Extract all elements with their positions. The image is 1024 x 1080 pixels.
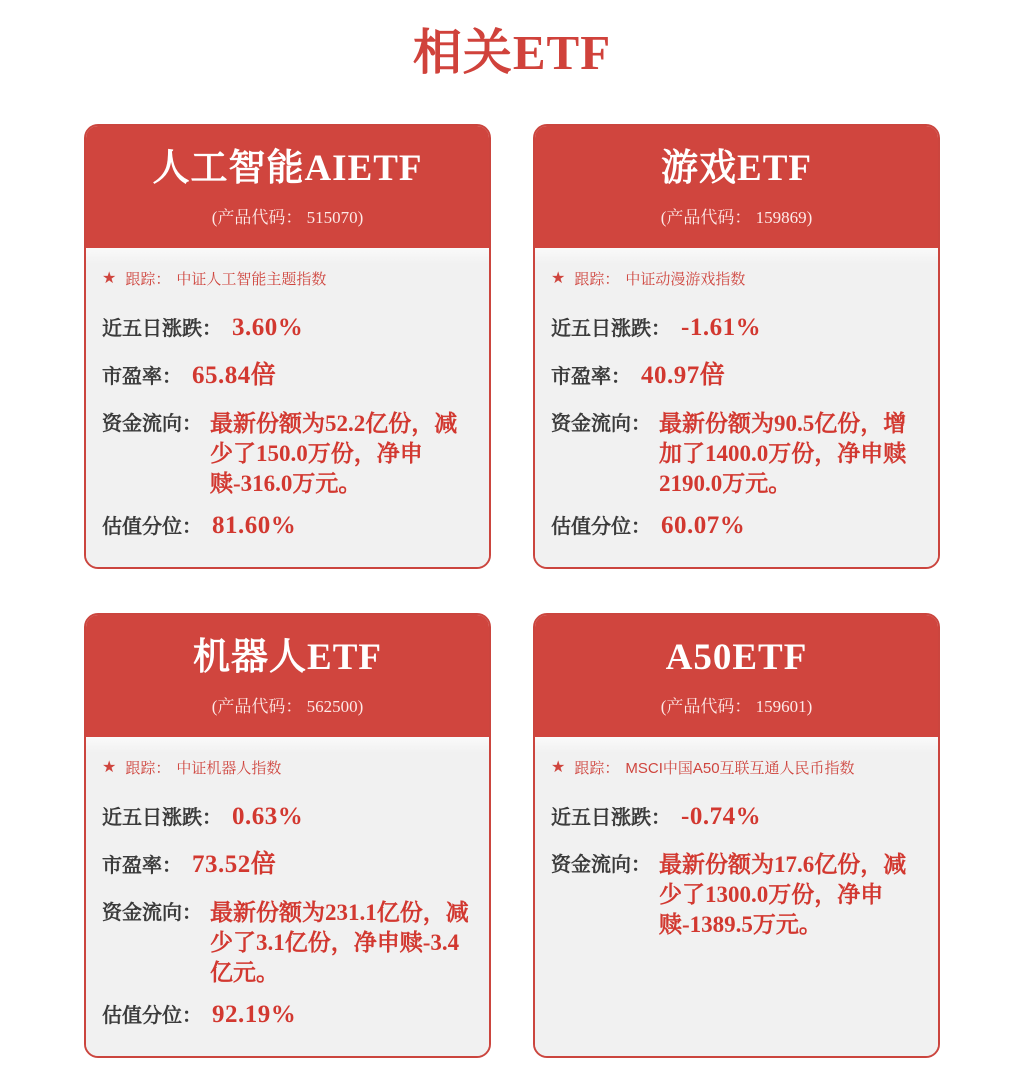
metric-value: 0.63% [232, 803, 304, 830]
etf-card-body [86, 737, 489, 1056]
track-label: 跟踪： [125, 760, 171, 777]
metric-row-five-day-change [551, 802, 922, 833]
metric-label: 资金流向： [551, 854, 651, 876]
metric-row-fund-flow [551, 850, 922, 940]
metric-label: 估值分位： [102, 1005, 202, 1027]
metric-row-valuation-percentile [102, 511, 473, 542]
star-icon: ★ [102, 269, 117, 287]
track-row [551, 268, 922, 289]
etf-product-code: (产品代码： 159869) [660, 208, 813, 227]
track-row [551, 757, 922, 778]
metric-row-valuation-percentile [551, 511, 922, 542]
etf-card-header [86, 126, 489, 248]
etf-card [84, 124, 491, 569]
metric-value: 最新份额为90.5亿份，增加了1400.0万份，净申赎2190.0万元。 [659, 411, 907, 496]
star-icon: ★ [102, 758, 117, 776]
metric-row-pe-ratio [102, 850, 473, 881]
tracked-index-name: 中证机器人指数 [176, 760, 282, 777]
metric-label: 近五日涨跌： [551, 318, 671, 340]
metric-value: 最新份额为231.1亿份，减少了3.1亿份，净申赎-3.4亿元。 [210, 900, 469, 985]
metric-label: 近五日涨跌： [102, 807, 222, 829]
etf-card-title: A50ETF [665, 637, 808, 678]
metric-label: 资金流向： [551, 413, 651, 435]
track-row [102, 268, 473, 289]
metric-label: 资金流向： [102, 413, 202, 435]
track-row [102, 757, 473, 778]
etf-product-code: (产品代码： 159601) [660, 697, 813, 716]
metric-value: 73.52倍 [192, 851, 277, 878]
etf-card-body [86, 248, 489, 567]
metric-row-pe-ratio [551, 361, 922, 392]
metric-label: 近五日涨跌： [551, 807, 671, 829]
tracked-index-name: 中证动漫游戏指数 [625, 271, 746, 288]
etf-product-code: (产品代码： 562500) [211, 697, 364, 716]
metric-row-valuation-percentile [102, 1000, 473, 1031]
etf-card-header [535, 126, 938, 248]
etf-card [533, 613, 940, 1058]
metric-row-fund-flow [102, 898, 473, 988]
metric-label: 市盈率： [102, 366, 182, 388]
etf-card [533, 124, 940, 569]
metric-value: 3.60% [232, 314, 304, 341]
tracked-index-name: MSCI中国A50互联互通人民币指数 [625, 760, 855, 777]
track-label: 跟踪： [574, 271, 620, 288]
metric-label: 估值分位： [102, 516, 202, 538]
metric-value: 最新份额为17.6亿份，减少了1300.0万份，净申赎-1389.5万元。 [659, 852, 907, 937]
page-title: 相关ETF [412, 25, 612, 80]
metric-row-five-day-change [102, 313, 473, 344]
metric-label: 资金流向： [102, 902, 202, 924]
etf-card-title: 人工智能AIETF [152, 148, 423, 189]
etf-card [84, 613, 491, 1058]
etf-cards-grid [84, 124, 940, 1058]
metric-row-five-day-change [551, 313, 922, 344]
metric-row-fund-flow [551, 409, 922, 499]
metric-value: -1.61% [681, 314, 762, 341]
metric-value: -0.74% [681, 803, 762, 830]
etf-card-body [535, 737, 938, 1056]
track-label: 跟踪： [125, 271, 171, 288]
etf-card-title: 游戏ETF [661, 148, 812, 189]
metric-value: 92.19% [212, 1001, 297, 1028]
metric-label: 市盈率： [102, 855, 182, 877]
etf-card-title: 机器人ETF [193, 637, 382, 678]
etf-card-header [535, 615, 938, 737]
etf-product-code: (产品代码： 515070) [211, 208, 364, 227]
etf-card-body [535, 248, 938, 567]
metric-row-fund-flow [102, 409, 473, 499]
metric-row-five-day-change [102, 802, 473, 833]
tracked-index-name: 中证人工智能主题指数 [176, 271, 327, 288]
metric-value: 最新份额为52.2亿份，减少了150.0万份，净申赎-316.0万元。 [210, 411, 458, 496]
metric-row-pe-ratio [102, 361, 473, 392]
metric-value: 60.07% [661, 512, 746, 539]
metric-label: 市盈率： [551, 366, 631, 388]
star-icon: ★ [551, 758, 566, 776]
metric-value: 65.84倍 [192, 362, 277, 389]
metric-value: 81.60% [212, 512, 297, 539]
metric-label: 估值分位： [551, 516, 651, 538]
metric-value: 40.97倍 [641, 362, 726, 389]
etf-card-header [86, 615, 489, 737]
metric-label: 近五日涨跌： [102, 318, 222, 340]
star-icon: ★ [551, 269, 566, 287]
track-label: 跟踪： [574, 760, 620, 777]
